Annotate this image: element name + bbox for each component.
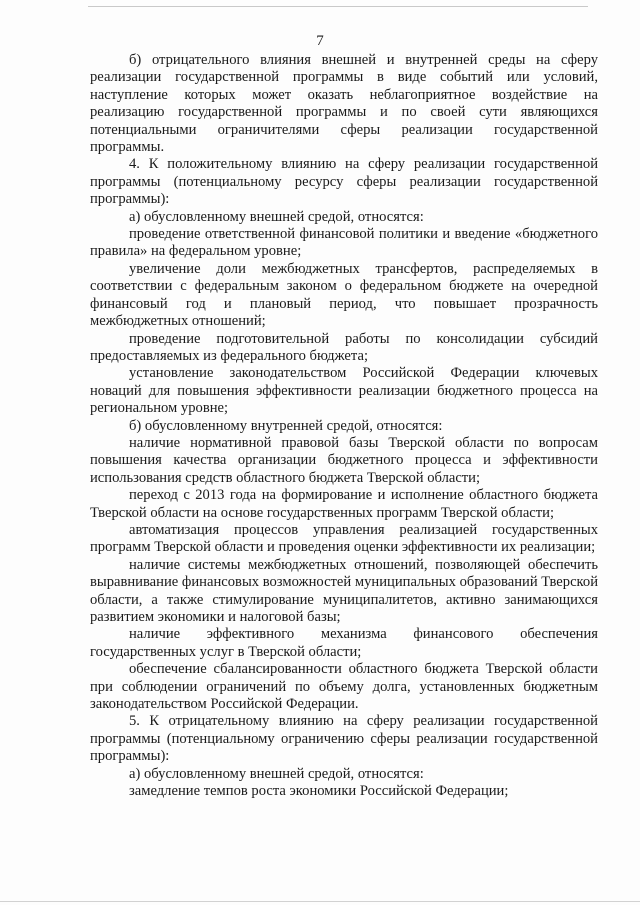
paragraph: автоматизация процессов управления реализацией государственных программ Тверской области и проведения оценки эффективности их реализации;	[90, 521, 598, 556]
body-text	[90, 52, 598, 800]
paragraph: переход с 2013 года на формирование и исполнение областного бюджета Тверской области на основе государственных программ Тверской области;	[90, 487, 598, 521]
paragraph: б) отрицательного влияния внешней и внутренней среды на сферу реализации государственной программы в виде событий или условий, наступление которых может оказать неблагоприятное воздействие на реализацию государственной программы и по своей сути являющихся потенциальными ограничителями сферы реализации государственной программы.	[90, 52, 598, 156]
paragraph: проведение подготовительной работы по консолидации субсидий предоставляемых из федерального бюджета;	[90, 330, 598, 364]
page-number: 7	[316, 33, 324, 49]
paragraph: увеличение доли межбюджетных трансфертов, распределяемых в соответствии с федеральным законом о федеральном бюджете на очередной финансовый год и плановый период, что повышает прозрачность межбюджетных отношений;	[90, 260, 598, 330]
paragraph: а) обусловленному внешней средой, относятся:	[129, 765, 424, 782]
scan-edge-top	[88, 6, 588, 7]
paragraph: б) обусловленному внутренней средой, относятся:	[129, 417, 443, 434]
paragraph: а) обусловленному внешней средой, относятся:	[129, 208, 424, 225]
paragraph: наличие системы межбюджетных отношений, позволяющей обеспечить выравнивание финансовых возможностей муниципальных образований Тверской области, а также стимулирование муниципалитетов, активно занимающихся развитием экономики и налоговой базы;	[90, 556, 598, 625]
paragraph: обеспечение сбалансированности областного бюджета Тверской области при соблюдении ограничений по объему долга, установленных бюджетным законодательством Российской Федерации.	[90, 661, 598, 713]
paragraph: наличие эффективного механизма финансового обеспечения государственных услуг в Тверской области;	[90, 626, 598, 660]
paragraph: замедление темпов роста экономики Российской Федерации;	[129, 783, 509, 800]
paragraph: установление законодательством Российской Федерации ключевых новаций для повышения эффективности реализации бюджетного процесса на региональном уровне;	[90, 365, 598, 417]
scan-edge-bottom	[0, 901, 640, 902]
paragraph: 4. К положительному влиянию на сферу реализации государственной программы (потенциальному ресурсу сферы реализации государственной программы):	[90, 156, 598, 208]
paragraph: 5. К отрицательному влиянию на сферу реализации государственной программы (потенциальному ограничению сферы реализации государственной программы):	[90, 713, 598, 765]
paragraph: проведение ответственной финансовой политики и введение «бюджетного правила» на федеральном уровне;	[90, 226, 598, 260]
paragraph: наличие нормативной правовой базы Тверской области по вопросам повышения качества организации бюджетного процесса и эффективности использования средств областного бюджета Тверской области;	[90, 434, 598, 486]
